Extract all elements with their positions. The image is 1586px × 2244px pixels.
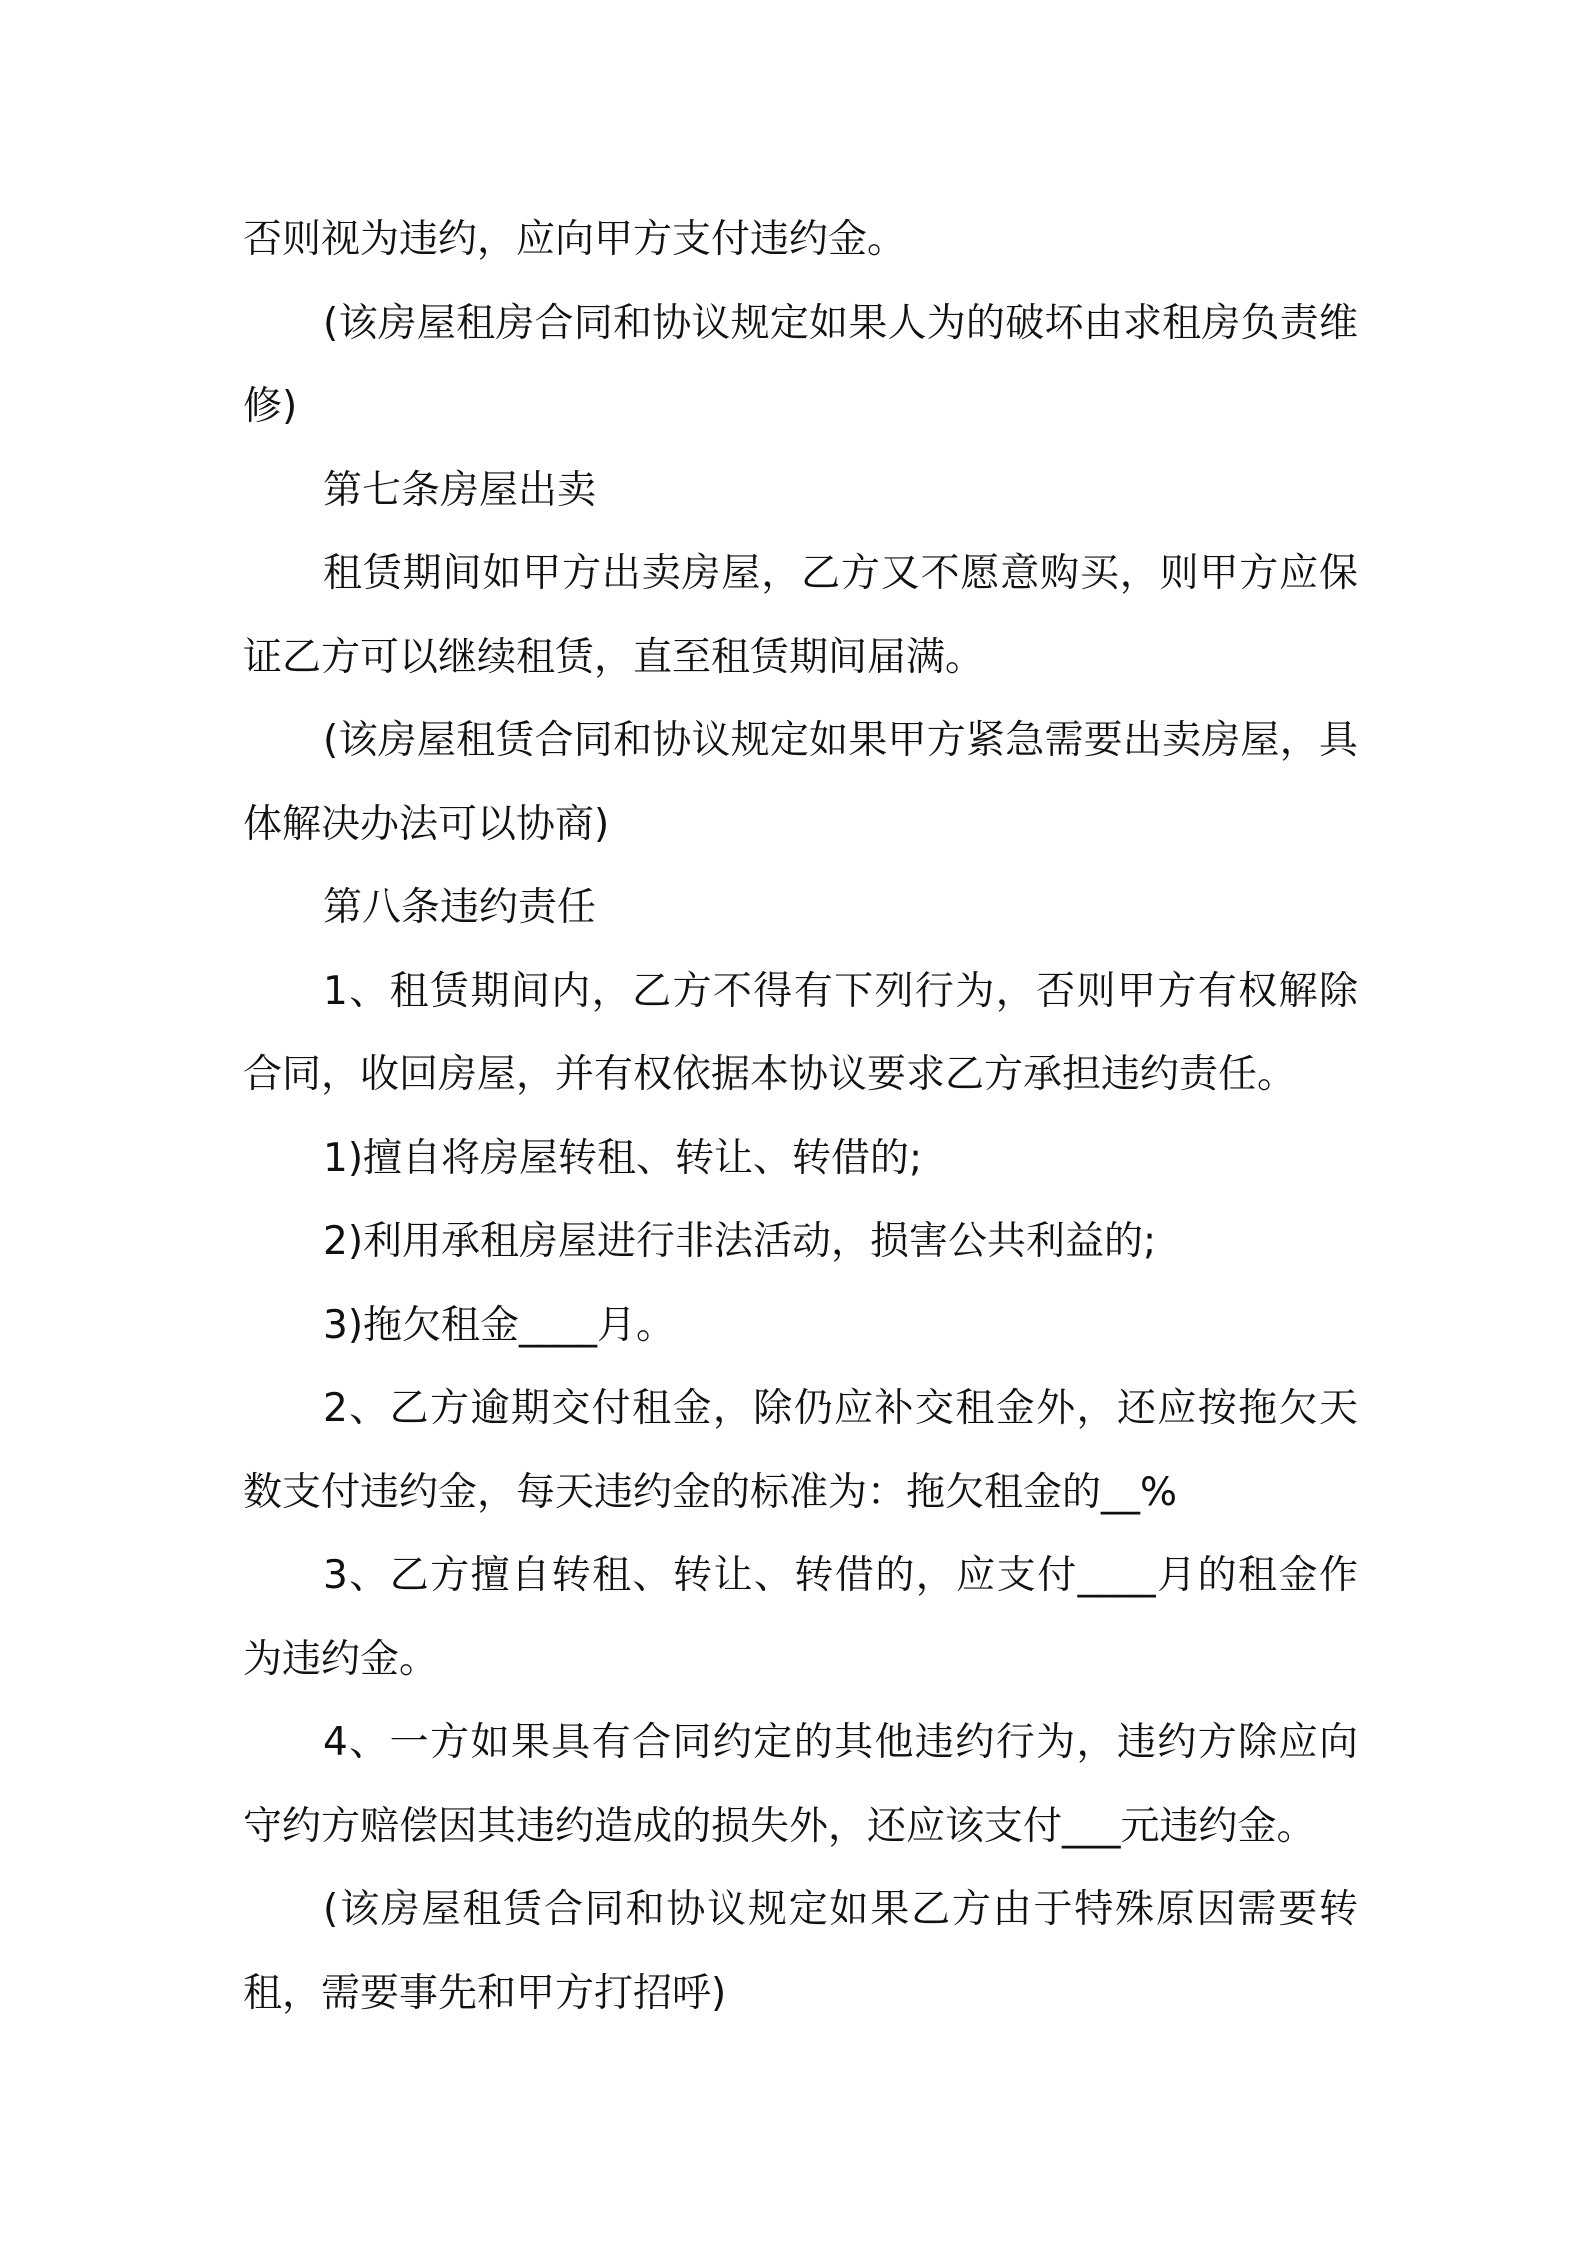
paragraph-note-damage-repair: (该房屋租房合同和协议规定如果人为的破坏由求租房负责维修) [243, 300, 1358, 429]
paragraph-house-sale: 租赁期间如甲方出卖房屋，乙方又不愿意购买，则甲方应保证乙方可以继续租赁，直至租赁期间届满。 [243, 551, 1358, 680]
paragraph-clause-3: 3、乙方擅自转租、转让、转借的，应支付____月的租金作为违约金。 [243, 1553, 1358, 1682]
paragraph-note-urgent-sale: (该房屋租赁合同和协议规定如果甲方紧急需要出卖房屋，具体解决办法可以协商) [243, 718, 1358, 847]
paragraph-item-1: 1)擅自将房屋转租、转让、转借的; [323, 1135, 923, 1181]
paragraph-note-sublet: (该房屋租赁合同和协议规定如果乙方由于特殊原因需要转租，需要事先和甲方打招呼) [243, 1887, 1358, 2016]
paragraph-breach-payment: 否则视为违约，应向甲方支付违约金。 [243, 217, 907, 262]
paragraph-clause-1: 1、租赁期间内，乙方不得有下列行为，否则甲方有权解除合同，收回房屋，并有权依据本协议要求乙方承担违约责任。 [243, 968, 1358, 1097]
heading-article-8: 第八条违约责任 [323, 885, 597, 930]
paragraph-clause-4: 4、一方如果具有合同约定的其他违约行为，违约方除应向守约方赔偿因其违约造成的损失外，还应该支付___元违约金。 [243, 1720, 1358, 1849]
document-body [243, 198, 1358, 2035]
heading-article-7: 第七条房屋出卖 [323, 467, 597, 513]
paragraph-item-3: 3)拖欠租金____月。 [323, 1302, 676, 1348]
paragraph-item-2: 2)利用承租房屋进行非法活动，损害公共利益的; [323, 1219, 1157, 1264]
paragraph-clause-2: 2、乙方逾期交付租金，除仍应补交租金外，还应按拖欠天数支付违约金，每天违约金的标准为：拖欠租金的__% [243, 1386, 1358, 1515]
